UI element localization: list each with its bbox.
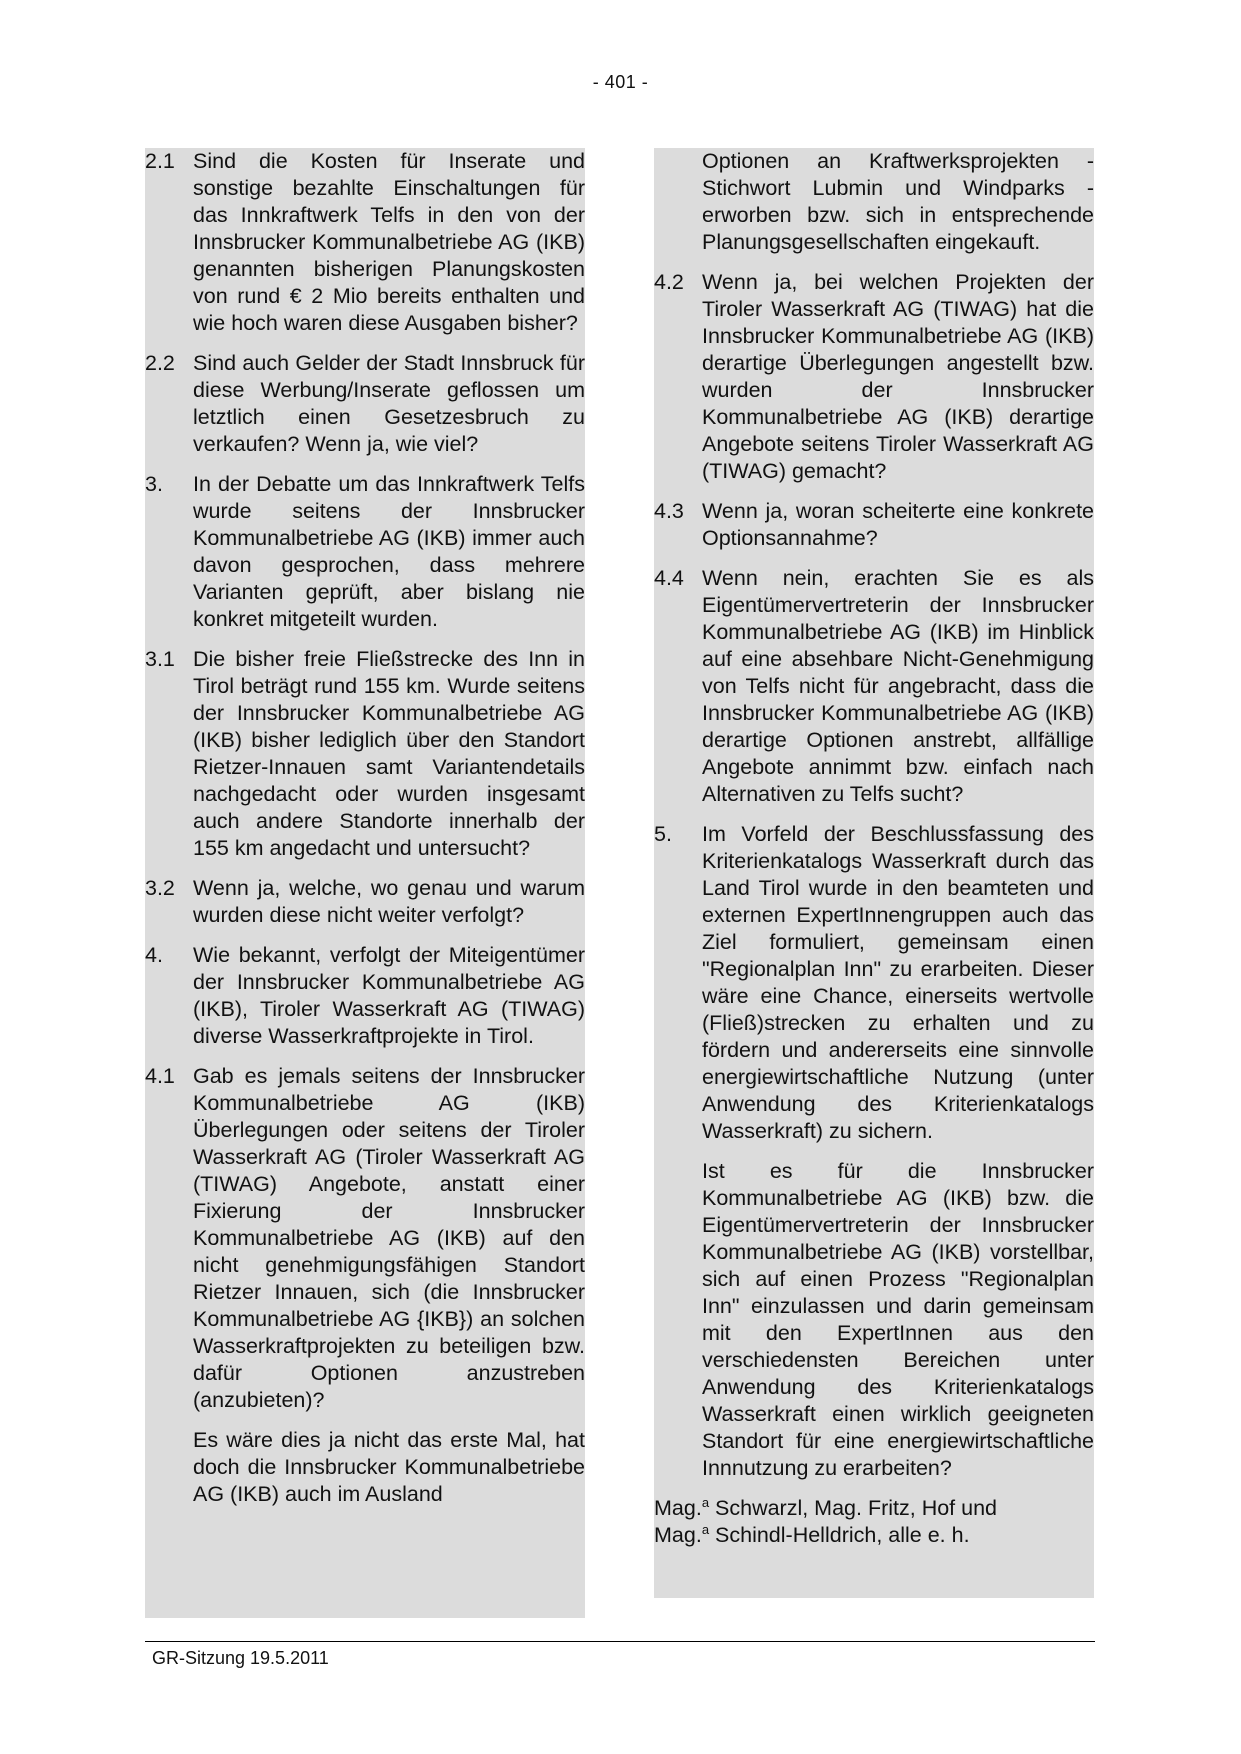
question-text: In der Debatte um das Innkraftwerk Telfs wurde seitens der Innsbrucker Kommunalbetriebe AG (IKB) immer auch davon gesprochen, dass mehrere Varianten geprüft, aber bislang nie konkret mitgeteilt wurden. <box>193 472 585 631</box>
left-column <box>145 148 585 1618</box>
page-number: - 401 - <box>592 72 649 92</box>
question-number: 2.2 <box>145 351 175 375</box>
question-text: Wenn ja, woran scheiterte eine konkrete Optionsannahme? <box>702 499 1094 550</box>
question-3-2 <box>145 875 585 929</box>
signature-block <box>654 1495 1094 1549</box>
right-column <box>654 148 1094 1598</box>
question-4-4 <box>654 565 1094 808</box>
question-number: 4.4 <box>654 566 684 590</box>
question-text: Gab es jemals seitens der Innsbrucker Kommunalbetriebe AG (IKB) Überlegungen oder seitens der Tiroler Wasserkraft AG (Tiroler Wasserkraft AG (TIWAG) Angebote, anstatt einer Fixierung der Innsbrucker Kommunalbetriebe AG (IKB) auf den nicht genehmigungsfähigen Standort Rietzer Innauen, sich (die Innsbrucker Kommunalbetriebe AG {IKB}) an solchen Wasserkraftprojekten zu beteiligen bzw. dafür Optionen anzustreben (anzubieten)? <box>193 1064 585 1412</box>
question-4-2 <box>654 269 1094 485</box>
question-5 <box>654 821 1094 1145</box>
question-3 <box>145 471 585 633</box>
question-number: 5. <box>654 822 672 846</box>
continuation-paragraph: Optionen an Kraftwerksprojekten - Stichwort Lubmin und Windparks - erworben bzw. sich in entsprechende Planungsgesellschaften eingekauft. <box>702 149 1094 254</box>
question-text: Wenn nein, erachten Sie es als Eigentümervertreterin der Innsbrucker Kommunalbetriebe AG (IKB) im Hinblick auf eine absehbare Nicht-Genehmigung von Telfs nicht für angebracht, dass die Innsbrucker Kommunalbetriebe AG (IKB) derartige Optionen anstrebt, allfällige Angebote annimmt bzw. einfach nach Alternativen zu Telfs sucht? <box>702 566 1094 806</box>
question-number: 2.1 <box>145 149 175 173</box>
question-number: 3.1 <box>145 647 175 671</box>
question-number: 4. <box>145 943 163 967</box>
final-question-paragraph: Ist es für die Innsbrucker Kommunalbetriebe AG (IKB) bzw. die Eigentümervertreterin der Innsbrucker Kommunalbetriebe AG (IKB) vorstellbar, sich auf einen Prozess "Regionalplan Inn" einzulassen und darin gemeinsam mit den ExpertInnen aus den verschiedensten Bereichen unter Anwendung des Kriterienkatalogs Wasserkraft einen wirklich geeigneten Standort für eine energiewirtschaftliche Innnutzung zu erarbeiten? <box>702 1159 1094 1480</box>
question-3-1 <box>145 646 585 862</box>
question-number: 3. <box>145 472 163 496</box>
question-number: 4.3 <box>654 499 684 523</box>
question-text: Die bisher freie Fließstrecke des Inn in Tirol beträgt rund 155 km. Wurde seitens der Innsbrucker Kommunalbetriebe AG (IKB) bisher lediglich über den Standort Rietzer-Innauen samt Variantendetails nachgedacht oder wurden insgesamt auch andere Standorte innerhalb der 155 km angedacht und untersucht? <box>193 647 585 860</box>
question-text: Wenn ja, welche, wo genau und warum wurden diese nicht weiter verfolgt? <box>193 876 585 927</box>
question-number: 3.2 <box>145 876 175 900</box>
question-text: Sind die Kosten für Inserate und sonstige bezahlte Einschaltungen für das Innkraftwerk Telfs in den von der Innsbrucker Kommunalbetriebe AG (IKB) genannten bisherigen Planungskosten von rund € 2 Mio bereits enthalten und wie hoch waren diese Ausgaben bisher? <box>193 149 585 335</box>
question-text: Im Vorfeld der Beschlussfassung des Kriterienkatalogs Wasserkraft durch das Land Tirol wurde in den beamteten und externen ExpertInnengruppen auch das Ziel formuliert, gemeinsam einen "Regionalplan Inn" zu erarbeiten. Dieser wäre eine Chance, einerseits wertvolle (Fließ)strecken zu erhalten und zu fördern und andererseits eine sinnvolle energiewirtschaftliche Nutzung (unter Anwendung des Kriterienkatalogs Wasserkraft) zu sichern. <box>702 822 1094 1143</box>
continuation-paragraph: Es wäre dies ja nicht das erste Mal, hat doch die Innsbrucker Kommunalbetriebe AG (IKB) auch im Ausland <box>193 1428 585 1506</box>
question-2-1 <box>145 148 585 337</box>
question-4 <box>145 942 585 1050</box>
signature-line-2: Mag.$^a$ Schindl-Helldrich, alle e. h. <box>654 1521 970 1547</box>
question-text: Sind auch Gelder der Stadt Innsbruck für diese Werbung/Inserate geflossen um letztlich einen Gesetzesbruch zu verkaufen? Wenn ja, wie viel? <box>193 351 585 456</box>
question-4-1 <box>145 1063 585 1414</box>
question-4-3 <box>654 498 1094 552</box>
question-number: 4.1 <box>145 1064 175 1088</box>
question-text: Wie bekannt, verfolgt der Miteigentümer der Innsbrucker Kommunalbetriebe AG (IKB), Tiroler Wasserkraft AG (TIWAG) diverse Wasserkraftprojekte in Tirol. <box>193 943 585 1048</box>
signature-line-1: Mag.$^a$ Schwarzl, Mag. Fritz, Hof und <box>654 1494 997 1520</box>
question-number: 4.2 <box>654 270 684 294</box>
question-2-2 <box>145 350 585 458</box>
question-text: Wenn ja, bei welchen Projekten der Tiroler Wasserkraft AG (TIWAG) hat die Innsbrucker Kommunalbetriebe AG (IKB) derartige Überlegungen angestellt bzw. wurden der Innsbrucker Kommunalbetriebe AG (IKB) derartige Angebote seitens Tiroler Wasserkraft AG (TIWAG) gemacht? <box>702 270 1094 483</box>
footer-session-label: GR-Sitzung 19.5.2011 <box>152 1648 329 1668</box>
footer-divider <box>145 1641 1095 1642</box>
